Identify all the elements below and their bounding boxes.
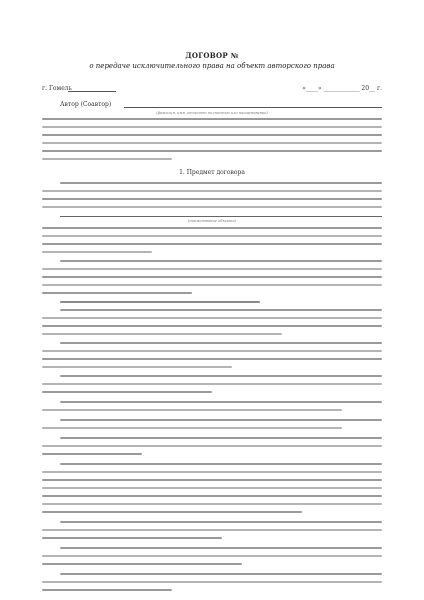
date-label: «____» ____________ 20__ г.	[302, 85, 382, 92]
author-caption: (фамилия, имя, отчество полностью или наименование)	[156, 111, 268, 115]
document-subtitle: о передаче исключительного права на объект авторского права	[89, 62, 335, 70]
section-heading-1: 1. Предмет договора	[179, 169, 245, 176]
work-name-underline	[60, 216, 382, 217]
author-row	[60, 100, 382, 109]
city-underline	[68, 91, 116, 92]
author-label: Автор (Соавтор)	[60, 101, 112, 108]
author-underline	[124, 107, 382, 108]
work-caption: (наименование объекта)	[187, 219, 237, 223]
city-label: г. Гомель	[42, 85, 72, 92]
document-title: ДОГОВОР №	[185, 51, 239, 60]
place-date-row	[42, 84, 382, 93]
